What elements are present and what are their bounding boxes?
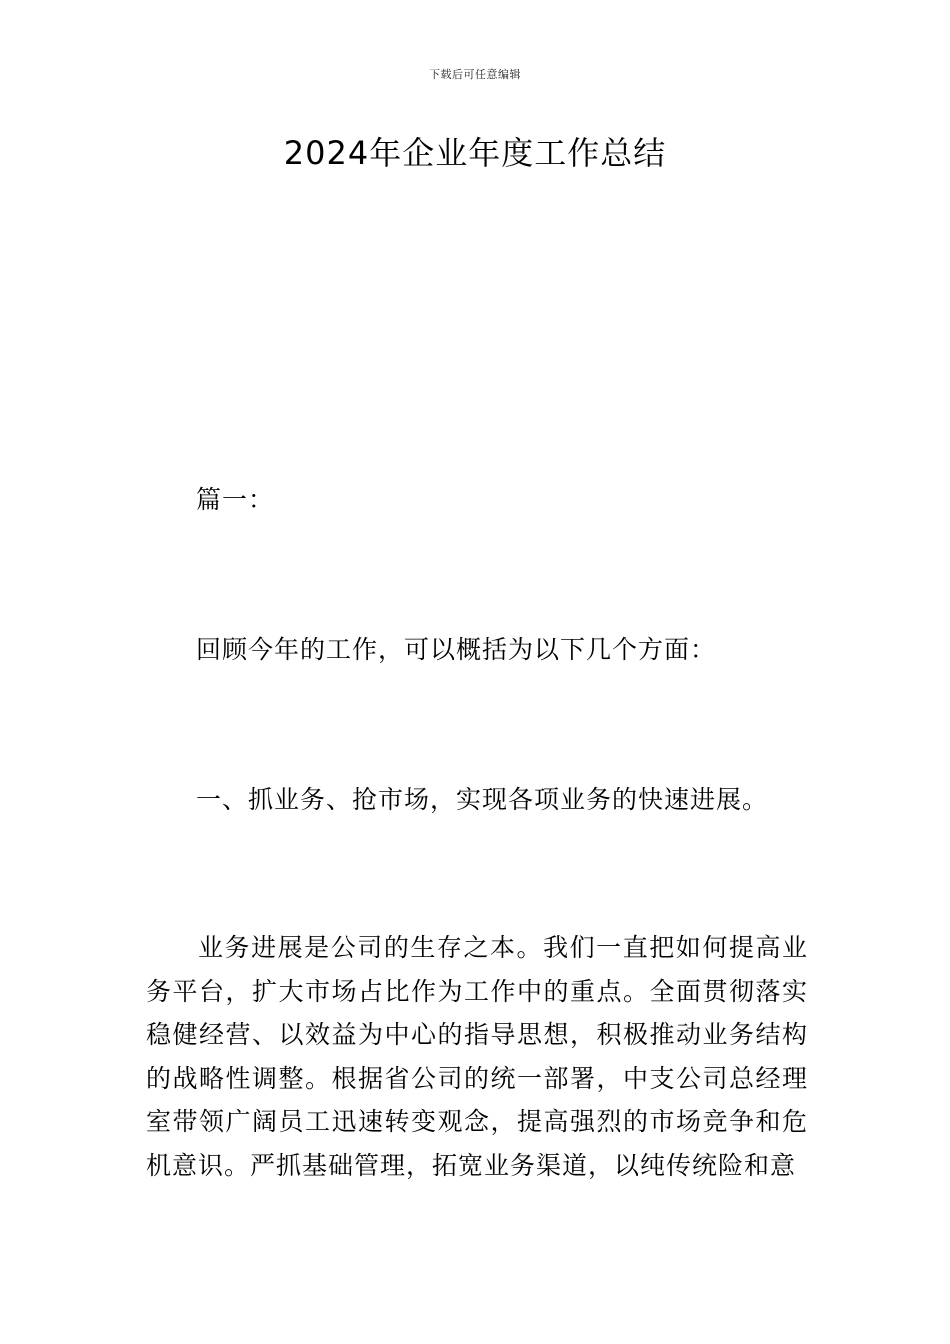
page-header-note: 下载后可任意编辑: [429, 68, 521, 81]
document-title: 2024年企业年度工作总结: [283, 134, 667, 172]
body-paragraph-1: 业务进展是公司的生存之本。我们一直把如何提高业务平台，扩大市场占比作为工作中的重点。全面贯彻落实稳健经营、以效益为中心的指导思想，积极推动业务结构的战略性调整。根据省公司的统一部署，中支公司总经理室带领广阔员工迅速转变观念，提高强烈的市场竞争和危机意识。严抓基础管理，拓宽业务渠道，以纯传统险和意: [146, 933, 808, 1180]
intro-paragraph: 回顾今年的工作，可以概括为以下几个方面：: [196, 635, 717, 664]
section-label: 篇一：: [196, 485, 275, 514]
section-heading-1: 一、抓业务、抢市场，实现各项业务的快速进展。: [196, 785, 769, 814]
